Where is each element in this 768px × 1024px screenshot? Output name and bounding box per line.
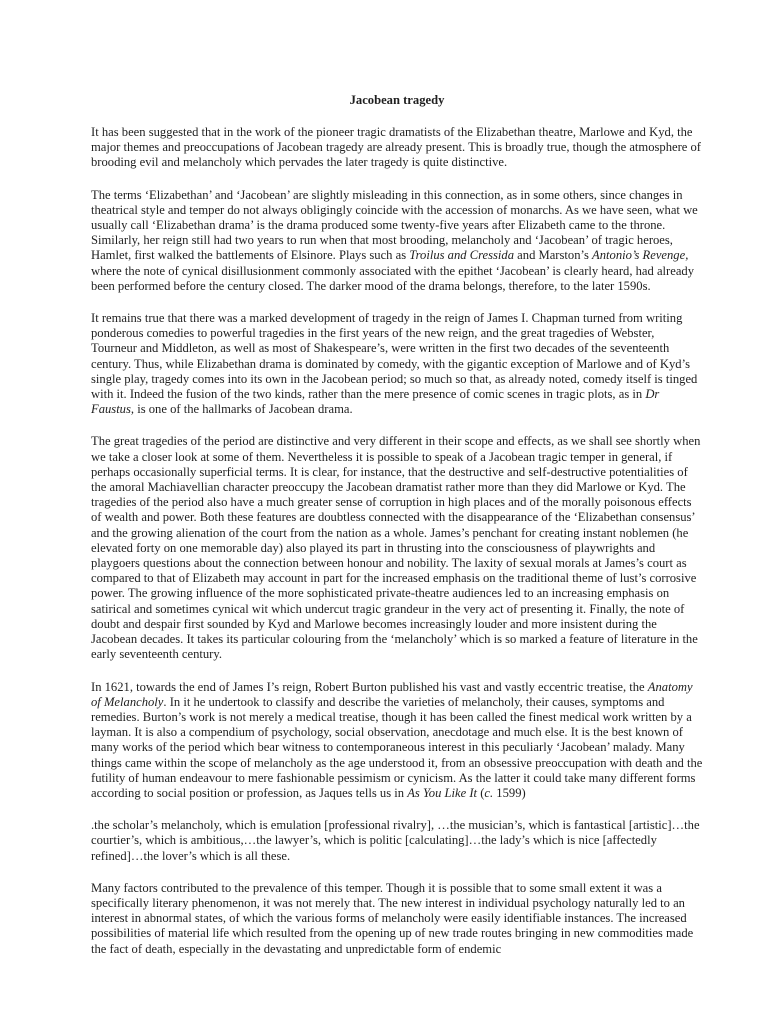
text-segment: It remains true that there was a marked development of tragedy in the reign of James I. Chapman turned from writing ponderous comedies to powerful tragedies in the first years of the new reign, and the great tragedies of Webster, Tourneur and Middleton, as well as most of Shakespeare’s, were written in the first two decades of the seventeenth century. Thus, while Elizabethan drama is dominated by comedy, with the gigantic exception of Marlowe and of Kyd’s single play, tragedy comes into its own in the Jacobean period; so much so that, as already noted, comedy itself is tinged with it. Indeed the fusion of the two kinds, rather than the mere presence of comic scenes in tragic plots, as in bbox=[91, 311, 698, 402]
text-segment: where the note of cynical disillusionment commonly associated with the epithet ‘Jacobean’ is clearly heard, had already been performed before the century closed. The darker mood of the drama belongs, therefore, to the later 1590s. bbox=[91, 263, 695, 293]
text-segment: It has been suggested that in the work of the pioneer tragic dramatists of the Elizabethan theatre, Marlowe and Kyd, the major themes and preoccupations of Jacobean tragedy are already present. This is broadly true, though the atmosphere of brooding evil and melancholy which pervades the later tragedy is quite distinctive. bbox=[91, 125, 702, 170]
paragraph-7 bbox=[91, 881, 703, 957]
text-segment: .the scholar’s melancholy, which is emulation [professional rivalry], …the musician’s, which is fantastical [artistic]…the courtier’s, which is ambitious,…the lawyer’s, which is politic [calculating]…the lady’s which is nice [affectedly refined]…the lover’s which is all these. bbox=[91, 818, 700, 863]
text-segment: ( bbox=[477, 785, 485, 800]
text-segment: The great tragedies of the period are distinctive and very different in their scope and effects, as we shall see shortly when we take a closer look at some of them. Nevertheless it is possible to speak of a Jacobean tragic temper in general, if perhaps occasionally superficial terms. It is clear, for instance, that the destructive and self-destructive potentialities of the amoral Machiavellian character preoccupy the Jacobean dramatist rather more than they did Marlowe or Kyd. The tragedies of the period also have a much greater sense of corruption in high places and of the morally poisonous effects of wealth and power. Both these features are doubtless connected with the disappearance of the ‘Elizabethan consensus’ and the growing alienation of the court from the nation as a whole. James’s penchant for creating instant noblemen (he elevated forty on one memorable day) also played its part in thrusting into the consciousness of playwrights and playgoers questions about the connection between honour and nobility. The laxity of sexual morals at James’s court as compared to that of Elizabeth may account in part for the increased emphasis on the traditional theme of lust’s corrosive power. The growing influence of the more sophisticated private-theatre audiences led to an increasing emphasis on satirical and sometimes cynical wit which undercut tragic grandeur in the very act of presenting it. Finally, the note of doubt and despair first sounded by Kyd and Marlowe becomes increasingly louder and more insistent during the Jacobean decades. It takes its particular colouring from the ‘melancholy’ which is so marked a feature of literature in the early seventeenth century. bbox=[91, 434, 701, 662]
text-segment: is one of the hallmarks of Jacobean drama. bbox=[134, 402, 353, 417]
italic-title-dr-faustus: Dr Faustus, bbox=[91, 387, 660, 417]
text-segment: and Marston’s bbox=[514, 248, 593, 263]
text-segment: 1599) bbox=[493, 785, 526, 800]
italic-circa: c. bbox=[484, 785, 494, 800]
text-segment: . In it he undertook to classify and describe the varieties of melancholy, their causes, symptoms and remedies. Burton’s work is not merely a medical treatise, though it has been called the finest medical work written by a layman. It is also a compendium of psychology, social observation, anecdotage and much else. It is the best known of many works of the period which bear witness to contemporaneous interest in this peculiarly ‘Jacobean’ malady. Many things came within the scope of melancholy as the age understood it, from an obsessive preoccupation with death and the futility of human endeavour to mere fashionable pessimism or cynicism. As the latter it could take many different forms according to social position or profession, as Jaques tells us in bbox=[91, 694, 703, 800]
paragraph-5 bbox=[91, 680, 703, 802]
document-title: Jacobean tragedy bbox=[349, 93, 445, 107]
italic-title-troilus: Troilus and Cressida bbox=[409, 248, 515, 263]
document-page bbox=[91, 0, 703, 957]
paragraph-2 bbox=[91, 188, 703, 294]
quotation-paragraph bbox=[91, 818, 703, 864]
paragraph-4 bbox=[91, 434, 703, 662]
italic-title-antonios-revenge: Antonio’s Revenge, bbox=[592, 248, 689, 263]
italic-title-anatomy: Anatomy of Melancholy bbox=[91, 679, 693, 709]
italic-title-as-you-like-it: As You Like It bbox=[407, 785, 478, 800]
text-segment: In 1621, towards the end of James I’s reign, Robert Burton published his vast and vastly eccentric treatise, the bbox=[91, 679, 648, 694]
paragraph-3 bbox=[91, 311, 703, 417]
paragraph-1 bbox=[91, 125, 703, 171]
text-segment: Many factors contributed to the prevalence of this temper. Though it is possible that to some small extent it was a specifically literary phenomenon, it was not merely that. The new interest in individual psychology naturally led to an interest in abnormal states, of which the various forms of melancholy were easily identifiable instances. The increased possibilities of material life which resulted from the opening up of new trade routes bringing in new commodities made the fact of death, especially in the devastating and unpredictable form of endemic bbox=[91, 880, 694, 956]
text-segment: The terms ‘Elizabethan’ and ‘Jacobean’ are slightly misleading in this connection, as in some others, since changes in theatrical style and temper do not always obligingly coincide with the accession of monarchs. As we have seen, what we usually call ‘Elizabethan drama’ is the drama produced some twenty-five years after Elizabeth came to the throne. Similarly, her reign still had two years to run when that most brooding, melancholy and ‘Jacobean’ of tragic heroes, Hamlet, first walked the battlements of Elsinore. Plays such as bbox=[91, 187, 698, 263]
